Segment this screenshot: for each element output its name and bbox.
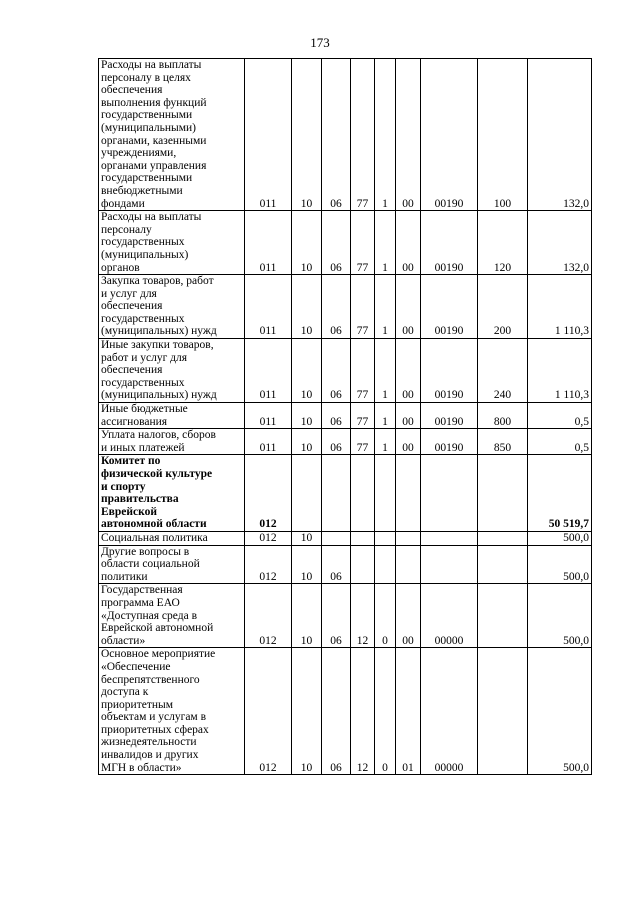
table-row [99,584,592,648]
direction-code: 00190 [421,59,478,211]
subprogram-code: 1 [375,403,396,429]
direction-code [421,455,478,532]
row-amount: 132,0 [528,211,592,275]
expense-type-code [478,531,528,545]
direction-code: 00190 [421,339,478,403]
chapter-code: 011 [245,403,292,429]
row-amount: 50 519,7 [528,455,592,532]
event-code: 00 [396,403,421,429]
section-code: 10 [292,403,322,429]
subsection-code: 06 [322,545,351,584]
row-amount: 500,0 [528,531,592,545]
event-code: 00 [396,211,421,275]
subprogram-code [375,545,396,584]
subsection-code: 06 [322,59,351,211]
program-code [351,545,375,584]
expense-type-code: 120 [478,211,528,275]
subprogram-code: 1 [375,339,396,403]
section-code: 10 [292,545,322,584]
row-name: Основное мероприятие «Обеспечение беспрепятственного доступа к приоритетным объектам и услугам в приоритетных сферах жизнедеятельности инвалидов и других МГН в области» [99,648,245,775]
direction-code: 00190 [421,275,478,339]
table-row [99,339,592,403]
row-amount: 500,0 [528,584,592,648]
subprogram-code: 1 [375,429,396,455]
row-name: Иные закупки товаров, работ и услуг для обеспечения государственных (муниципальных) нужд [99,339,245,403]
section-code: 10 [292,59,322,211]
row-name: Расходы на выплаты персоналу в целях обеспечения выполнения функций государственными (муниципальными) органами, казенными учреждениями, органами управления государственными внебюджетными фондами [99,59,245,211]
row-amount: 132,0 [528,59,592,211]
table-row [99,275,592,339]
chapter-code: 011 [245,59,292,211]
program-code: 77 [351,59,375,211]
chapter-code: 012 [245,648,292,775]
program-code: 77 [351,339,375,403]
chapter-code: 012 [245,455,292,532]
event-code [396,531,421,545]
subprogram-code: 0 [375,648,396,775]
row-name: Другие вопросы в области социальной политики [99,545,245,584]
event-code [396,455,421,532]
table-row [99,59,592,211]
chapter-code: 012 [245,545,292,584]
event-code: 00 [396,275,421,339]
row-amount: 500,0 [528,648,592,775]
program-code: 12 [351,648,375,775]
chapter-code: 012 [245,584,292,648]
event-code: 01 [396,648,421,775]
expense-type-code: 240 [478,339,528,403]
subsection-code [322,455,351,532]
section-code: 10 [292,339,322,403]
subsection-code: 06 [322,211,351,275]
table-row [99,429,592,455]
program-code: 77 [351,275,375,339]
subprogram-code: 1 [375,59,396,211]
direction-code: 00000 [421,584,478,648]
section-code [292,455,322,532]
table-body [99,59,592,775]
program-code: 12 [351,584,375,648]
chapter-code: 012 [245,531,292,545]
row-name: Социальная политика [99,531,245,545]
event-code: 00 [396,339,421,403]
row-name: Закупка товаров, работ и услуг для обеспечения государственных (муниципальных) нужд [99,275,245,339]
row-name: Расходы на выплаты персоналу государственных (муниципальных) органов [99,211,245,275]
subsection-code: 06 [322,339,351,403]
subprogram-code: 1 [375,211,396,275]
subsection-code: 06 [322,275,351,339]
expense-type-code [478,455,528,532]
subprogram-code: 1 [375,275,396,339]
expense-type-code: 850 [478,429,528,455]
budget-table [98,58,592,775]
subsection-code: 06 [322,648,351,775]
event-code: 00 [396,429,421,455]
expense-type-code: 200 [478,275,528,339]
section-code: 10 [292,429,322,455]
subsection-code: 06 [322,403,351,429]
table-row [99,648,592,775]
subprogram-code: 0 [375,584,396,648]
direction-code: 00000 [421,648,478,775]
subprogram-code [375,455,396,532]
event-code [396,545,421,584]
program-code [351,455,375,532]
program-code: 77 [351,403,375,429]
row-amount: 1 110,3 [528,339,592,403]
expense-type-code: 800 [478,403,528,429]
expense-type-code [478,584,528,648]
subprogram-code [375,531,396,545]
event-code: 00 [396,584,421,648]
expense-type-code: 100 [478,59,528,211]
program-code: 77 [351,429,375,455]
section-code: 10 [292,531,322,545]
row-name: Государственная программа ЕАО «Доступная среда в Еврейской автономной области» [99,584,245,648]
program-code: 77 [351,211,375,275]
chapter-code: 011 [245,339,292,403]
section-code: 10 [292,648,322,775]
event-code: 00 [396,59,421,211]
table-row [99,403,592,429]
subsection-code: 06 [322,429,351,455]
section-code: 10 [292,211,322,275]
expense-type-code [478,648,528,775]
table-row [99,211,592,275]
direction-code: 00190 [421,403,478,429]
program-code [351,531,375,545]
row-amount: 0,5 [528,429,592,455]
direction-code: 00190 [421,211,478,275]
subsection-code [322,531,351,545]
row-name: Уплата налогов, сборов и иных платежей [99,429,245,455]
row-amount: 1 110,3 [528,275,592,339]
table-row [99,545,592,584]
subsection-code: 06 [322,584,351,648]
table-row [99,455,592,532]
chapter-code: 011 [245,211,292,275]
chapter-code: 011 [245,429,292,455]
direction-code: 00190 [421,429,478,455]
section-code: 10 [292,275,322,339]
page-number: 173 [310,35,330,50]
table-row [99,531,592,545]
direction-code [421,545,478,584]
direction-code [421,531,478,545]
row-amount: 0,5 [528,403,592,429]
chapter-code: 011 [245,275,292,339]
row-name: Иные бюджетные ассигнования [99,403,245,429]
expense-type-code [478,545,528,584]
row-amount: 500,0 [528,545,592,584]
section-code: 10 [292,584,322,648]
row-name: Комитет по физической культуре и спорту правительства Еврейской автономной области [99,455,245,532]
